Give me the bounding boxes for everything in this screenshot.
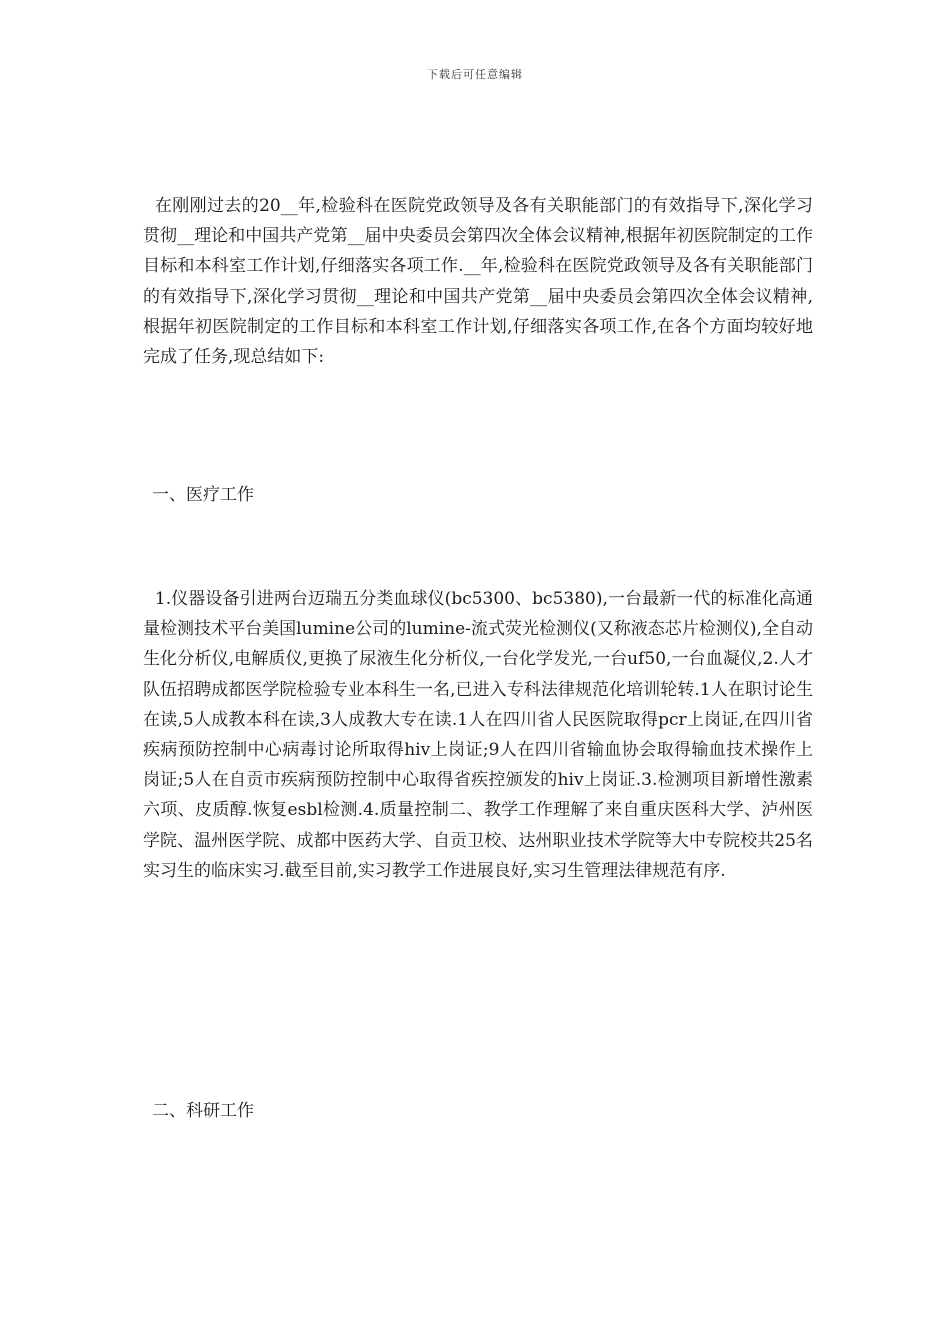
intro-paragraph: 在刚刚过去的20__年,检验科在医院党政领导及各有关职能部门的有效指导下,深化学习贯彻__理论和中国共产党第__届中央委员会第四次全体会议精神,根据年初医院制定的工作目标和本科室工作计划,仔细落实各项工作.__年,检验科在医院党政领导及各有关职能部门的有效指导下,深化学习贯彻__理论和中国共产党第__届中央委员会第四次全体会议精神,根据年初医院制定的工作目标和本科室工作计划,仔细落实各项工作,在各个方面均较好地完成了任务,现总结如下: xyxy=(143,196,813,368)
medical-work-paragraph: 1.仪器设备引进两台迈瑞五分类血球仪(bc5300、bc5380),一台最新一代的标准化高通量检测技术平台美国lumine公司的lumine-流式荧光检测仪(又称液态芯片检测仪),全自动生化分析仪,电解质仪,更换了尿液生化分析仪,一台化学发光,一台uf50,一台血凝仪,2.人才队伍招聘成都医学院检验专业本科生一名,已进入专科法律规范化培训轮转.1人在职讨论生在读,5人成教本科在读,3人成教大专在读.1人在四川省人民医院取得pcr上岗证,在四川省疾病预防控制中心病毒讨论所取得hiv上岗证;9人在四川省输血协会取得输血技术操作上岗证;5人在自贡市疾病预防控制中心取得省疾控颁发的hiv上岗证.3.检测项目新增性激素六项、皮质醇.恢复esbl检测.4.质量控制二、教学工作理解了来自重庆医科大学、泸州医学院、温州医学院、成都中医药大学、自贡卫校、达州职业技术学院等大中专院校共25名实习生的临床实习.截至目前,实习教学工作进展良好,实习生管理法律规范有序. xyxy=(143,589,813,881)
page-header-note: 下载后可任意编辑 xyxy=(427,68,523,81)
section-heading-research: 二、科研工作 xyxy=(152,1101,254,1121)
section-heading-medical: 一、医疗工作 xyxy=(152,485,254,505)
